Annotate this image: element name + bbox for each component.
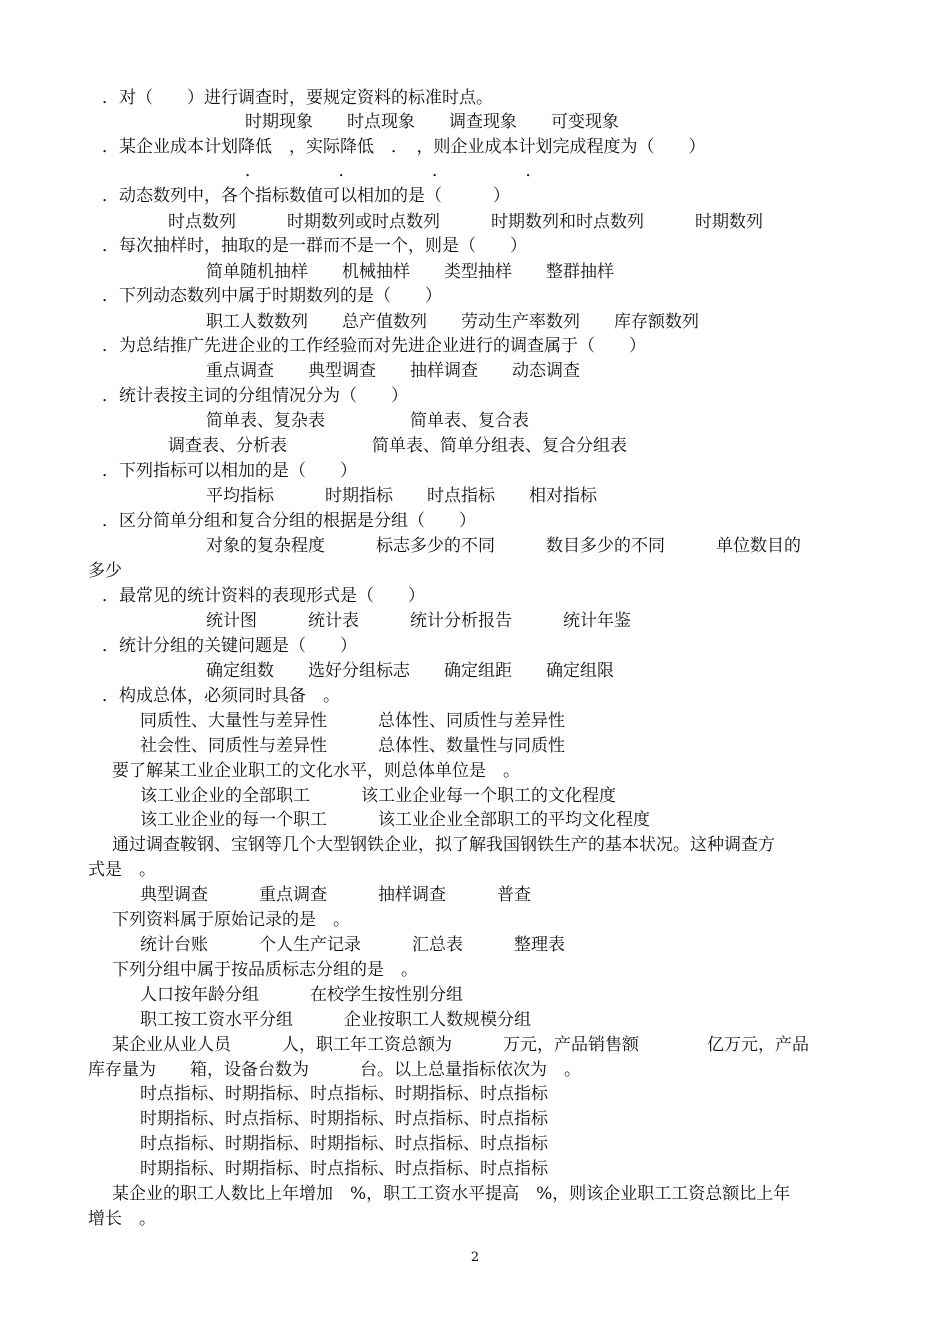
options-line: 时点指标、时期指标、时点指标、时期指标、时点指标 — [140, 1084, 548, 1104]
options-line: 统计图 统计表 统计分析报告 统计年鉴 — [206, 611, 631, 631]
question-line: ．某企业成本计划降低 ，实际降低 ． ，则企业成本计划完成程度为（ ） — [102, 137, 706, 157]
options-line: ． ． ． ． — [245, 161, 543, 181]
options-line: 对象的复杂程度 标志多少的不同 数目多少的不同 单位数目的 — [206, 536, 801, 556]
question-line: ．下列指标可以相加的是（ ） — [102, 461, 357, 481]
question-line: 库存量为 箱，设备台数为 台。以上总量指标依次为 。 — [88, 1060, 581, 1080]
question-line: 某企业从业人员 人，职工年工资总额为 万元，产品销售额 亿万元，产品 — [112, 1035, 809, 1055]
question-line: 增长 。 — [88, 1209, 156, 1229]
options-line: 时期指标、时点指标、时期指标、时点指标、时点指标 — [140, 1109, 548, 1129]
options-line: 确定组数 选好分组标志 确定组距 确定组限 — [206, 661, 614, 681]
options-line: 时点数列 时期数列或时点数列 时期数列和时点数列 时期数列 — [168, 212, 763, 232]
question-line: ．统计表按主词的分组情况分为（ ） — [102, 386, 408, 406]
question-line: 下列资料属于原始记录的是 。 — [112, 910, 350, 930]
options-line: 该工业企业的每一个职工 该工业企业全部职工的平均文化程度 — [140, 810, 650, 830]
question-line: ．区分简单分组和复合分组的根据是分组（ ） — [102, 511, 476, 531]
question-line: 下列分组中属于按品质标志分组的是 。 — [112, 960, 418, 980]
question-line: 通过调查鞍钢、宝钢等几个大型钢铁企业，拟了解我国钢铁生产的基本状况。这种调查方 — [112, 835, 775, 855]
options-line: 多少 — [88, 561, 122, 581]
options-line: 简单随机抽样 机械抽样 类型抽样 整群抽样 — [206, 262, 614, 282]
question-line: 式是 。 — [88, 860, 156, 880]
options-line: 社会性、同质性与差异性 总体性、数量性与同质性 — [140, 736, 565, 756]
options-line: 平均指标 时期指标 时点指标 相对指标 — [206, 486, 597, 506]
question-line: ．最常见的统计资料的表现形式是（ ） — [102, 586, 425, 606]
question-line: ．为总结推广先进企业的工作经验而对先进企业进行的调查属于（ ） — [102, 336, 646, 356]
options-line: 重点调查 典型调查 抽样调查 动态调查 — [206, 361, 580, 381]
question-line: ．动态数列中，各个指标数值可以相加的是（ ） — [102, 186, 510, 206]
options-line: 时期指标、时期指标、时点指标、时点指标、时点指标 — [140, 1159, 548, 1179]
question-line: ．构成总体，必须同时具备 。 — [102, 686, 340, 706]
options-line: 人口按年龄分组 在校学生按性别分组 — [140, 985, 463, 1005]
options-line: 时点指标、时期指标、时期指标、时点指标、时点指标 — [140, 1134, 548, 1154]
question-line: ．每次抽样时，抽取的是一群而不是一个，则是（ ） — [102, 236, 527, 256]
options-line: 职工按工资水平分组 企业按职工人数规模分组 — [140, 1010, 531, 1030]
options-line: 职工人数数列 总产值数列 劳动生产率数列 库存额数列 — [206, 312, 699, 332]
question-line: 要了解某工业企业职工的文化水平，则总体单位是 。 — [112, 761, 520, 781]
options-line: 简单表、复杂表 简单表、复合表 — [206, 411, 529, 431]
options-line: 统计台账 个人生产记录 汇总表 整理表 — [140, 935, 565, 955]
options-line: 时期现象 时点现象 调查现象 可变现象 — [245, 112, 619, 132]
options-line: 典型调查 重点调查 抽样调查 普查 — [140, 885, 531, 905]
options-line: 该工业企业的全部职工 该工业企业每一个职工的文化程度 — [140, 786, 616, 806]
question-line: ．下列动态数列中属于时期数列的是（ ） — [102, 286, 442, 306]
page-number: 2 — [470, 1250, 480, 1265]
question-line: 某企业的职工人数比上年增加 %，职工工资水平提高 %，则该企业职工工资总额比上年 — [112, 1184, 791, 1204]
question-line: ．对（ ）进行调查时，要规定资料的标准时点。 — [102, 88, 493, 108]
options-line: 调查表、分析表 简单表、简单分组表、复合分组表 — [168, 436, 627, 456]
options-line: 同质性、大量性与差异性 总体性、同质性与差异性 — [140, 711, 565, 731]
question-line: ．统计分组的关键问题是（ ） — [102, 636, 357, 656]
